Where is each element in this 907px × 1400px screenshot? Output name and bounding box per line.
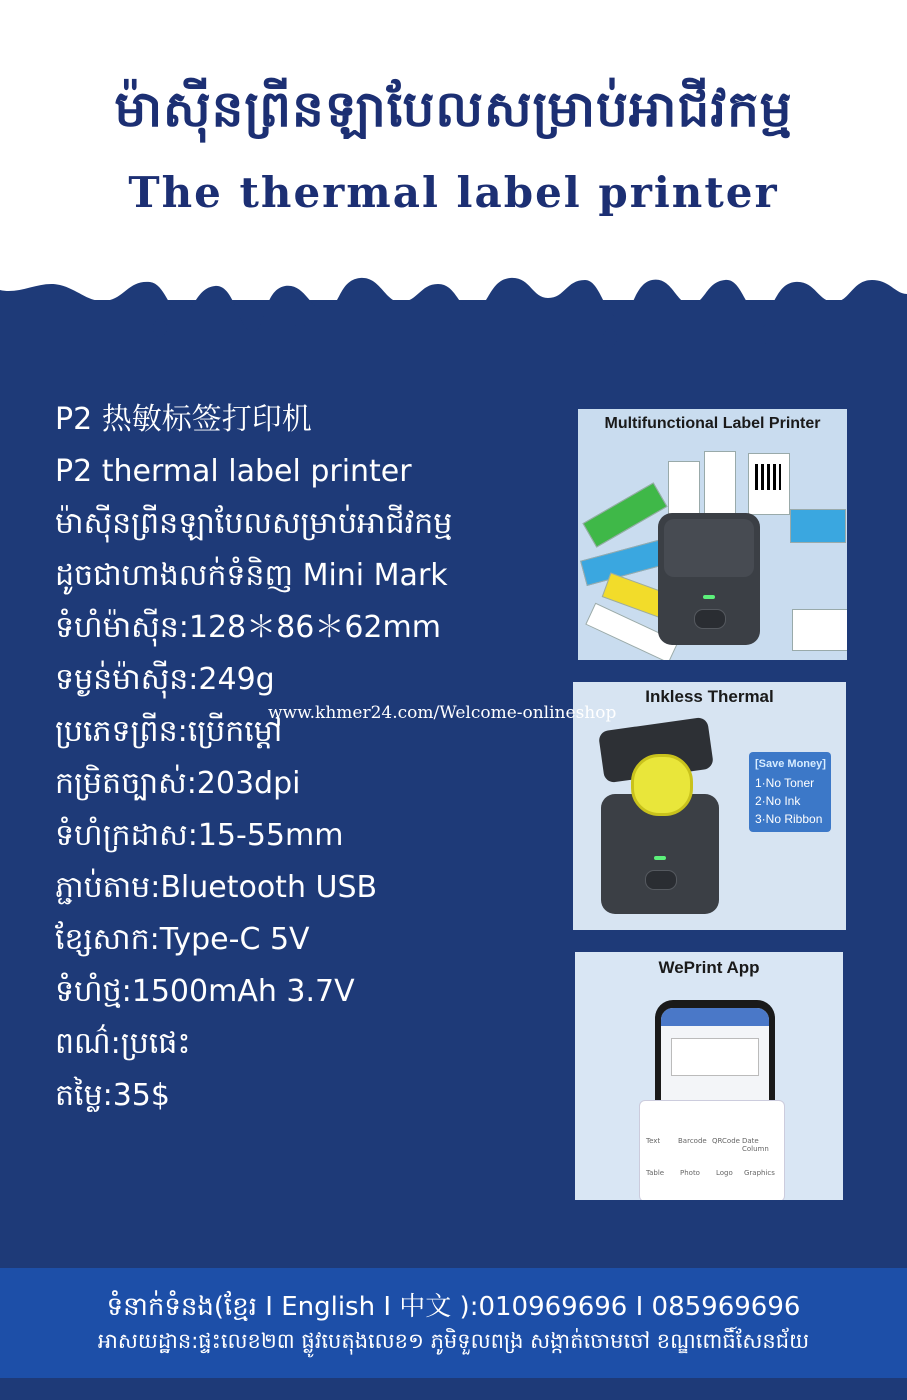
panel-title-multifunctional: Multifunctional Label Printer — [604, 415, 821, 432]
app-label-preview — [671, 1038, 759, 1076]
spec-line-color: ពណ៌:ប្រផេះ — [55, 1026, 191, 1061]
printer-lid — [664, 519, 754, 577]
panel-title-inkless: Inkless Thermal — [645, 687, 774, 706]
spec-line-khmer-name: ម៉ាស៊ីនព្រីនឡាបែលសម្រាប់អាជីវកម្ម — [55, 506, 453, 541]
tool-date-column: Date Column — [742, 1137, 769, 1153]
label-roll — [631, 754, 693, 816]
printer-led — [703, 595, 715, 599]
panel-title-weprint: WePrint App — [658, 958, 760, 977]
spec-line-print-type: ប្រភេទព្រីន:ប្រើកម្ដៅ — [55, 714, 283, 749]
label-green — [582, 482, 667, 547]
save-item-ribbon: 3·No Ribbon — [755, 812, 823, 826]
printer-button — [645, 870, 677, 890]
spec-list — [55, 398, 575, 1126]
watermark-url: www.khmer24.com/Welcome-onlineshop — [268, 703, 617, 723]
spec-line-use-case: ដូចជាហាងលក់ទំនិញ Mini Mark — [55, 558, 448, 593]
tool-qrcode: QRCode — [712, 1137, 740, 1145]
spec-line-chinese-name: P2 热敏标签打印机 — [55, 402, 312, 437]
tool-logo: Logo — [716, 1169, 733, 1177]
printer-led — [654, 856, 666, 860]
contact-address-line: អាសយដ្ឋាន:ផ្ទះលេខ២៣ ផ្លូវបេតុងលេខ១ ភូមិទួលពង្រ សង្កាត់ចោមចៅ ខណ្ឌពោធិ៍សែនជ័យ — [97, 1329, 810, 1353]
label-white-right — [790, 509, 846, 543]
save-item-toner: 1·No Toner — [755, 776, 815, 790]
tool-text: Text — [646, 1137, 661, 1145]
app-tool-sheet — [639, 1100, 785, 1200]
save-item-ink: 2·No Ink — [755, 794, 801, 808]
spec-line-charging: ខ្សែសាក:Type-C 5V — [55, 922, 310, 957]
tool-table: Table — [646, 1169, 665, 1177]
save-money-box — [749, 752, 831, 832]
page-title-khmer: ម៉ាស៊ីនព្រីនឡាបែលសម្រាប់អាជីវកម្ម — [114, 79, 793, 138]
spec-line-paper-size: ទំហំក្រដាស:15-55mm — [55, 818, 344, 853]
save-money-title: [Save Money] — [755, 758, 826, 770]
spec-line-price: តម្លៃ:35$ — [55, 1078, 170, 1113]
label-qr — [748, 453, 790, 515]
qr-code-icon — [755, 464, 781, 490]
tool-graphics: Graphics — [744, 1169, 775, 1177]
spec-line-english-name: P2 thermal label printer — [55, 454, 412, 489]
contact-phone-line: ទំនាក់ទំនង(ខ្មែរ I English I 中文 ):010969696 I 085969696 — [106, 1292, 801, 1322]
label-white-right-2 — [792, 609, 847, 651]
paint-drip-divider — [0, 250, 907, 360]
spec-line-battery: ទំហំថ្ម:1500mAh 3.7V — [55, 974, 355, 1009]
open-printer-icon — [601, 794, 719, 914]
spec-line-weight: ទម្ងន់ម៉ាស៊ីន:249g — [55, 662, 275, 697]
tool-barcode: Barcode — [678, 1137, 707, 1145]
weprint-app-image — [575, 952, 843, 1200]
app-header-bar — [661, 1008, 769, 1026]
contact-footer — [0, 1268, 907, 1378]
spec-line-resolution: កម្រិតច្បាស់:203dpi — [55, 766, 301, 801]
spec-line-connectivity: ភ្ជាប់តាម:Bluetooth USB — [55, 870, 378, 905]
tool-photo: Photo — [680, 1169, 700, 1177]
printer-icon — [658, 513, 760, 645]
spec-line-size: ទំហំម៉ាស៊ីន:128＊86＊62mm — [55, 610, 441, 645]
page-title-english: The thermal label printer — [128, 168, 779, 217]
printer-button — [694, 609, 726, 629]
multifunctional-printer-image — [578, 409, 847, 660]
